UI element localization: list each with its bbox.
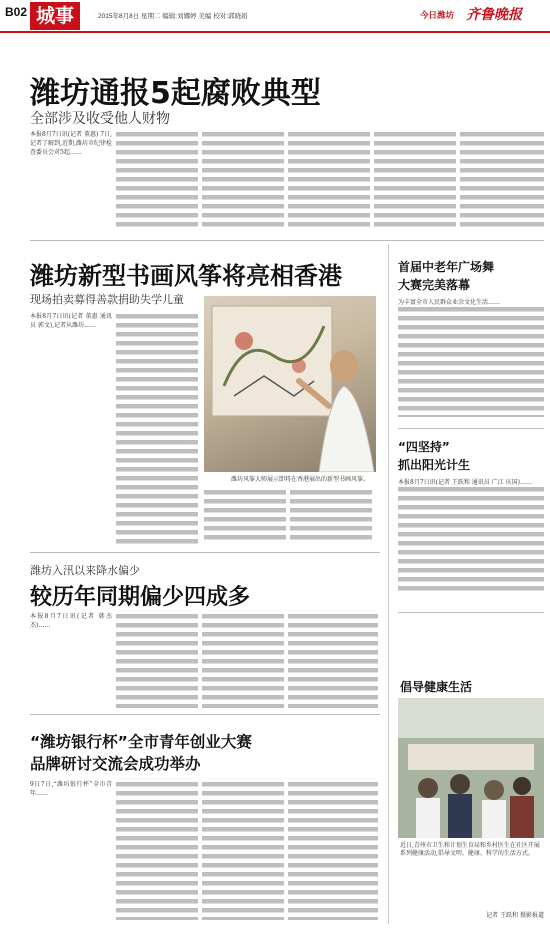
- story2-photo: [204, 296, 376, 472]
- story2-subheadline: 现场拍卖募得善款捐助失学儿童: [30, 293, 184, 306]
- side1-headline-line1: 首届中老年广场舞: [398, 260, 495, 274]
- story3-body-col1: [30, 612, 112, 708]
- section-label: 城事: [30, 2, 80, 30]
- side3-photo: [398, 698, 544, 838]
- story2-photo-caption: 潍坊风筝大师展示即将在香港展出的新型书画风筝。: [230, 476, 369, 483]
- story2-body-col3: [204, 490, 286, 544]
- story3-lead: 本报8月7日讯(记者 韩杰杰)……: [30, 613, 112, 629]
- divider-side2: [398, 612, 544, 613]
- divider-story3: [30, 714, 380, 715]
- masthead-tag: 今日潍坊: [420, 11, 455, 21]
- story3-body-col2: [116, 614, 198, 708]
- story2-body-col2: [116, 314, 198, 544]
- side3-credit: 记者 王跃和 摄影报道: [486, 912, 544, 919]
- story2-headline: 潍坊新型书画风筝将亮相香港: [30, 262, 342, 290]
- story1-lead: 本报8月7日讯(记者 董惠) 7日,记者了解到,近期,潍坊市纪律检查委员会对5起……: [30, 131, 112, 156]
- side2-lead: 本报8月7日讯(记者 王跃和 通讯员 广江 庆国)……: [398, 479, 532, 486]
- story1-body-col5: [374, 132, 456, 230]
- brand-logo: 齐鲁晚报: [466, 7, 522, 23]
- story3-kicker: 潍坊入汛以来降水偏少: [30, 564, 140, 577]
- story1-body-col2: [116, 132, 198, 230]
- story4-body-col3: [202, 782, 284, 920]
- side2-headline-line2: 抓出阳光计生: [398, 458, 471, 472]
- sidebar-divider: [388, 244, 389, 924]
- story4-headline-line2: 品牌研讨交流会成功举办: [30, 755, 201, 773]
- story4-lead: 9日7日,“潍坊银行杯”全市青年……: [30, 781, 112, 797]
- story3-headline: 较历年同期偏少四成多: [30, 585, 251, 610]
- story2-body-col1: [30, 312, 112, 544]
- divider-side1: [398, 428, 544, 429]
- side1-lead: 为丰富全市人民群众业余文化生活……: [398, 299, 501, 306]
- side2-body: [398, 478, 544, 604]
- story3-body-col4: [288, 614, 378, 708]
- health-event-illustration: [398, 698, 544, 838]
- divider-story2: [30, 552, 380, 553]
- date-line: 2015年8月8日 星期二 编辑:刘娜婷 美编 校对:郭晓娟: [98, 13, 248, 20]
- kite-painting-illustration: [204, 296, 376, 472]
- story4-body-col1: [30, 780, 112, 920]
- side2-headline-line1: “四坚持”: [398, 440, 450, 454]
- side1-headline-line2: 大赛完美落幕: [398, 278, 471, 292]
- side1-body: [398, 298, 544, 420]
- divider-story1: [30, 240, 544, 241]
- story4-body-col4: [288, 782, 378, 920]
- story1-body-col1: [30, 130, 112, 230]
- story4-body-col2: [116, 782, 198, 920]
- header-rule: [0, 31, 550, 33]
- story1-body-col3: [202, 132, 284, 230]
- story2-lead: 本报8月7日讯(记者 董惠 通讯员 郭文),记者从潍坊……: [30, 313, 112, 329]
- page-number: B02: [5, 5, 28, 19]
- side3-headline: 倡导健康生活: [400, 680, 473, 694]
- story3-body-col3: [202, 614, 284, 708]
- story2-body-col4: [290, 490, 372, 544]
- story1-body-col6: [460, 132, 544, 230]
- side3-photo-caption: 近日,青州市卫生和计划生育局和乡村医生在社区开展系列健康活动,倡导文明、健康、科学的生活方式。: [400, 842, 540, 857]
- story1-body-col4: [288, 132, 370, 230]
- story1-headline: 潍坊通报5起腐败典型: [30, 76, 321, 111]
- story1-subheadline: 全部涉及收受他人财物: [30, 111, 170, 127]
- story4-headline-line1: “潍坊银行杯”全市青年创业大赛: [30, 733, 252, 751]
